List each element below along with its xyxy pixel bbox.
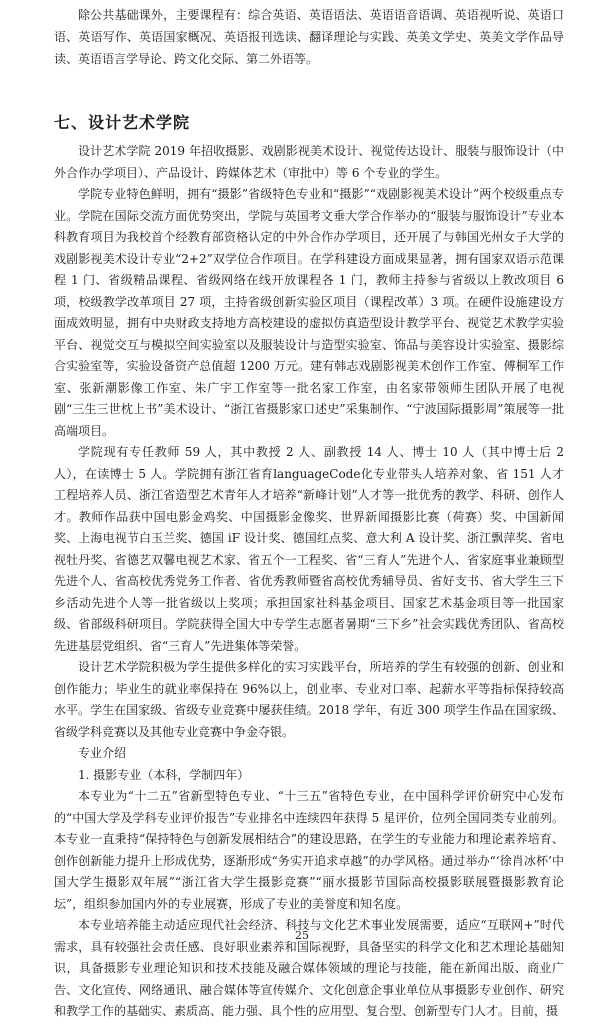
subheading-major: 1. 摄影专业（本科，学制四年） bbox=[78, 767, 250, 782]
intro-paragraph: 除公共基础课外，主要课程有：综合英语、英语语法、英语语音语调、英语视听说、英语口语、英语写作、英语国家概况、英语报刊选读、翻译理论与实践、英美文学史、英美文学作品导读、英语语言学导论、跨文化交际、第二外语等。 bbox=[54, 8, 564, 66]
body-paragraph: 设计艺术学院积极为学生提供多样化的实习实践平台，所培养的学生有较强的创新、创业和创作能力；毕业生的就业率保持在 96%以上，创业率、专业对口率、起薪水平等指标保持较高水平。学生在国家级、省级专业竞赛中屡获佳绩。2018 学年，有近 300 项学生作品在国家级、省级学科竞赛以及其他专业竞赛中争金夺银。 bbox=[54, 660, 564, 739]
body-paragraph: 设计艺术学院 2019 年招收摄影、戏剧影视美术设计、视觉传达设计、服装与服饰设计（中外合作办学项目）、产品设计、跨媒体艺术（审批中）等 6 个专业的学生。 bbox=[54, 144, 564, 180]
body-paragraph: 学院现有专任教师 59 人，其中教授 2 人、副教授 14 人、博士 10 人（其中博士后 2 人），在读博士 5 人。学院拥有浙江省育languageCode化专业带头人培养对象、省 151 人才工程培养人员、浙江省造型艺术青年人才培养“新峰计划”人才等一批优秀的教学、科研、创作人才。教师作品获中国电影金鸡奖、中国摄影金像奖、世界新闻摄影比赛（荷赛）奖、中国新闻奖、上海电视节白玉兰奖、德国 iF 设计奖、德国红点奖、意大利 A 设计奖、浙江飘萍奖、省电视牡丹奖、省德艺双馨电视艺术家、省五个一工程奖、省“三育人”先进个人、省家庭事业兼顾型先进个人、省高校优秀党务工作者、省优秀教师暨省高校优秀辅导员、省好支书、省大学生三下乡活动先进个人等一批省级以上奖项；承担国家社科基金项目、国家艺术基金项目等一批国家级、省部级科研项目。学院获得全国大中专学生志愿者暑期“三下乡”社会实践优秀团队、省高校先进基层党组织、省“三育人”先进集体等荣誉。 bbox=[54, 445, 564, 653]
document-page bbox=[0, 4, 604, 1018]
major-paragraph: 本专业为“十二五”省新型特色专业、“十三五”省特色专业，在中国科学评价研究中心发布的“中国大学及学科专业评价报告”专业排名中连续四年获得 5 星评价，位列全国同类专业前列。本专业一直秉持“保持特色与创新发展相结合”的建设思路，在学生的专业能力和理论素养培育、创作创新能力提升上形成优势，逐渐形成“务实开追求卓越”的办学风格。通过举办“‘徐肖冰杯’中国大学生摄影双年展”“浙江省大学生摄影竞赛”“丽水摄影节国际高校摄影联展暨摄影教育论坛”，组织参加国内外的专业展赛，形成了专业的美誉度和知名度。 bbox=[54, 789, 564, 911]
major-paragraph: 本专业培养能主动适应现代社会经济、科技与文化艺术事业发展需要，适应“互联网+”时代需求，具有较强社会责任感、良好职业素养和国际视野，具备坚实的科学文化和艺术理论基础知识，具备摄影专业理论知识和技术技能及融合媒体领域的理论与技能，能在新闻出版、商业广告、文化宣传、网络通讯、融合媒体等宣传媒介、文化创意企事业单位从事摄影专业创作、研究和教学工作的基础实、素质高、能力强、具个性的应用型、复合型、创新型专门人才。目前，摄 bbox=[54, 918, 564, 1018]
section-title: 七、设计艺术学院 bbox=[54, 113, 191, 132]
body-paragraph: 学院专业特色鲜明，拥有“摄影”省级特色专业和“摄影”“戏剧影视美术设计”两个校级重点专业。学院在国际交流方面优势突出，学院与英国考文垂大学合作举办的“服装与服饰设计”专业本科教育项目为我校首个经教育部资格认定的中外合作办学项目，还开展了与韩国光州女子大学的戏剧影视美术设计专业“2+2”双学位合作项目。在学科建设方面成果显著，拥有国家双语示范课程 1 门、省级精品课程、省级网络在线开放课程各 1 门，教师主持参与省级以上教改项目 6 项，校级教学改革项目 27 项，主持省级创新实验区项目（课程改革）3 项。在硬件设施建设方面成效明显，拥有中央财政支持地方高校建设的虚拟仿真造型设计教学平台、视觉艺术教学实验平台、视觉交互与模拟空间实验室以及服装设计与造型实验室、饰品与美容设计实验室、摄影综合实验室等，实验设备资产总值超 1200 万元。建有韩志戏剧影视美术创作工作室、傅桐军工作室、张新潮影像工作室、朱广宇工作室等一批名家工作室，由名家带领师生团队开展了电视剧“三生三世枕上书”美术设计、“浙江省摄影家口述史”采集制作、“宁波国际摄影周”策展等一批高端项目。 bbox=[54, 187, 564, 438]
subheading-intro: 专业介绍 bbox=[78, 746, 127, 760]
page-number: 25 bbox=[295, 929, 309, 942]
